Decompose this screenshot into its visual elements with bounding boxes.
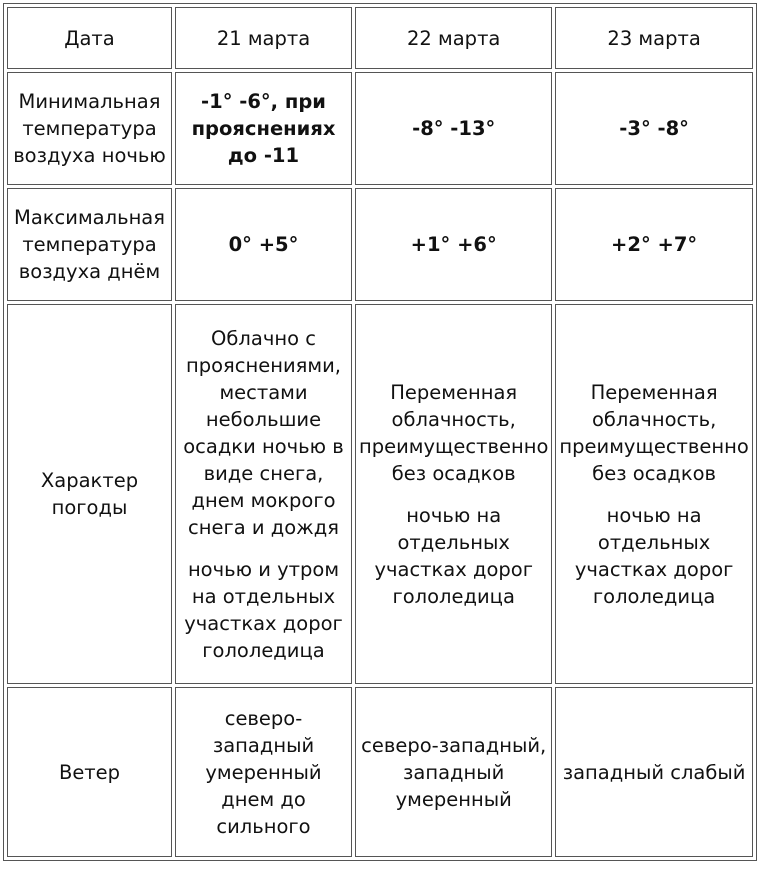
max-temp-day-1: 0° +5° (175, 188, 352, 301)
header-day-3: 23 марта (555, 7, 752, 69)
weather-day-1-note: ночью и утром на отдельных участках дорог гололедица (184, 557, 343, 662)
row-label-wind: Ветер (7, 687, 172, 857)
weather-day-2 (355, 304, 552, 684)
min-temp-day-2: -8° -13° (355, 72, 552, 185)
header-day-2: 22 марта (355, 7, 552, 69)
weather-day-2-text: Переменная облачность, преимущественно без осадков (359, 380, 549, 485)
weather-day-1 (175, 304, 352, 684)
max-temp-day-3: +2° +7° (555, 188, 752, 301)
table-row-weather (7, 304, 753, 684)
weather-day-2-note: ночью на отдельных участках дорог гололедица (374, 503, 533, 608)
row-label-min-temp: Минимальная температура воздуха ночью (7, 72, 172, 185)
weather-day-3 (555, 304, 752, 684)
wind-day-3: западный слабый (555, 687, 752, 857)
table-header-row (7, 7, 753, 69)
weather-day-1-text: Облачно с прояснениями, местами небольшие осадки ночью в виде снега, днем мокрого снега и дождя (183, 326, 344, 539)
weather-day-3-note: ночью на отдельных участках дорог гололедица (574, 503, 734, 608)
table-row-max-temp (7, 188, 753, 301)
table-row-min-temp (7, 72, 753, 185)
row-label-weather: Характер погоды (7, 304, 172, 684)
forecast-table (3, 3, 757, 861)
header-day-1: 21 марта (175, 7, 352, 69)
max-temp-day-2: +1° +6° (355, 188, 552, 301)
wind-day-2: северо-западный, западный умеренный (355, 687, 552, 857)
min-temp-day-1: -1° -6°, при прояснениях до -11 (175, 72, 352, 185)
header-date-label: Дата (7, 7, 172, 69)
wind-day-1: северо-западный умеренный днем до сильного (175, 687, 352, 857)
row-label-max-temp: Максимальная температура воздуха днём (7, 188, 172, 301)
weather-day-3-text: Переменная облачность, преимущественно без осадков (559, 380, 749, 485)
table-row-wind (7, 687, 753, 857)
min-temp-day-3: -3° -8° (555, 72, 752, 185)
